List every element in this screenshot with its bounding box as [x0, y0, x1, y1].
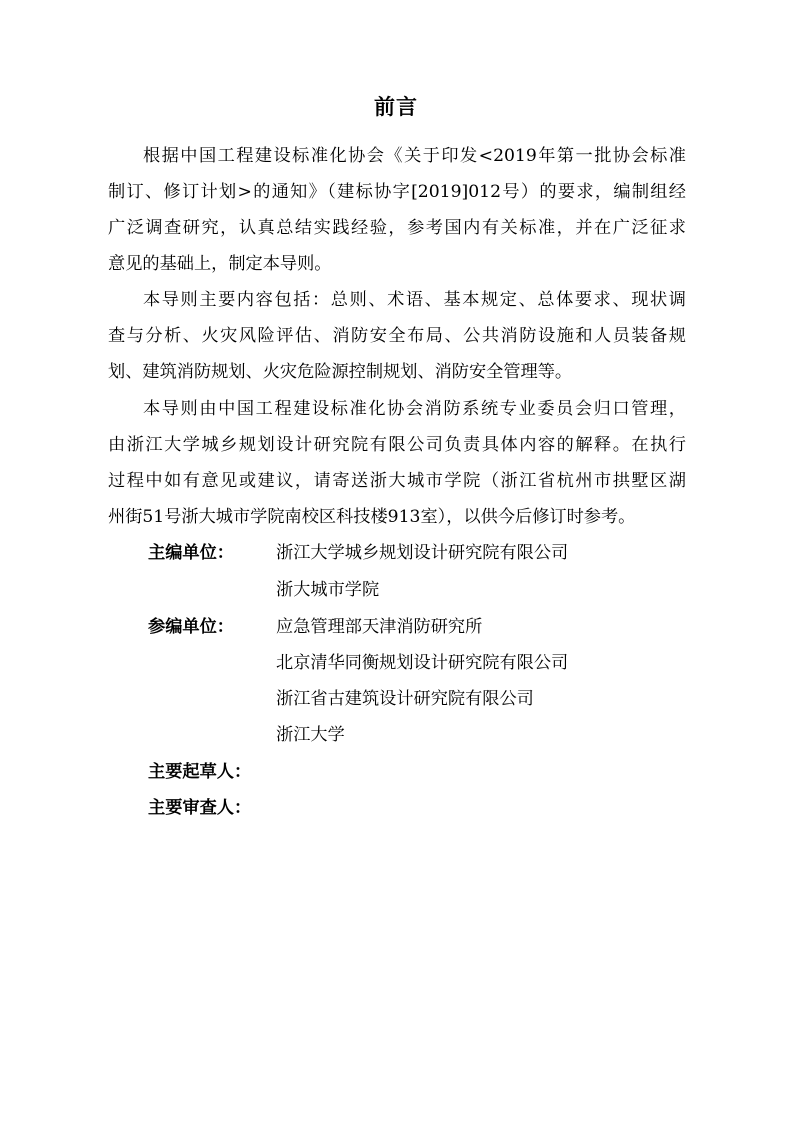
paragraph-2-line-1: 本导则主要内容包括：总则、术语、基本规定、总体要求、现状调 [143, 290, 686, 310]
chief-editor-org-2: 浙大城市学院 [276, 580, 380, 600]
paragraph-2-line-2: 查与分析、火灾风险评估、消防安全布局、公共消防设施和人员装备规 [108, 326, 686, 346]
drafters-label: 主要起草人： [148, 762, 252, 782]
co-editor-org-1: 应急管理部天津消防研究所 [276, 617, 483, 637]
co-editors-label: 参编单位： [148, 617, 234, 637]
chief-editors-label: 主编单位： [148, 543, 234, 563]
paragraph-2-line-3: 划、建筑消防规划、火灾危险源控制规划、消防安全管理等。 [108, 362, 573, 382]
paragraph-3-line-2: 由浙江大学城乡规划设计研究院有限公司负责具体内容的解释。在执行 [108, 435, 686, 455]
reviewers-label: 主要审查人： [148, 798, 252, 818]
paragraph-1-line-4: 意见的基础上，制定本导则。 [108, 254, 332, 274]
co-editor-org-2: 北京清华同衡规划设计研究院有限公司 [276, 653, 569, 673]
paragraph-1-line-3: 广泛调查研究，认真总结实践经验，参考国内有关标准，并在广泛征求 [108, 218, 686, 238]
co-editor-org-4: 浙江大学 [276, 725, 345, 745]
paragraph-3-line-4: 州街51号浙大城市学院南校区科技楼913室），以供今后修订时参考。 [108, 507, 636, 527]
page-title: 前言 [374, 94, 418, 119]
paragraph-3-line-1: 本导则由中国工程建设标准化协会消防系统专业委员会归口管理， [143, 399, 686, 419]
paragraph-1-line-2: 制订、修订计划>的通知》（建标协字[2019]012号）的要求，编制组经 [108, 182, 686, 202]
co-editor-org-3: 浙江省古建筑设计研究院有限公司 [276, 689, 534, 709]
paragraph-3-line-3: 过程中如有意见或建议，请寄送浙大城市学院（浙江省杭州市拱墅区湖 [108, 471, 686, 491]
paragraph-1-line-1: 根据中国工程建设标准化协会《关于印发<2019年第一批协会标准 [143, 146, 686, 166]
chief-editor-org-1: 浙江大学城乡规划设计研究院有限公司 [276, 543, 569, 563]
